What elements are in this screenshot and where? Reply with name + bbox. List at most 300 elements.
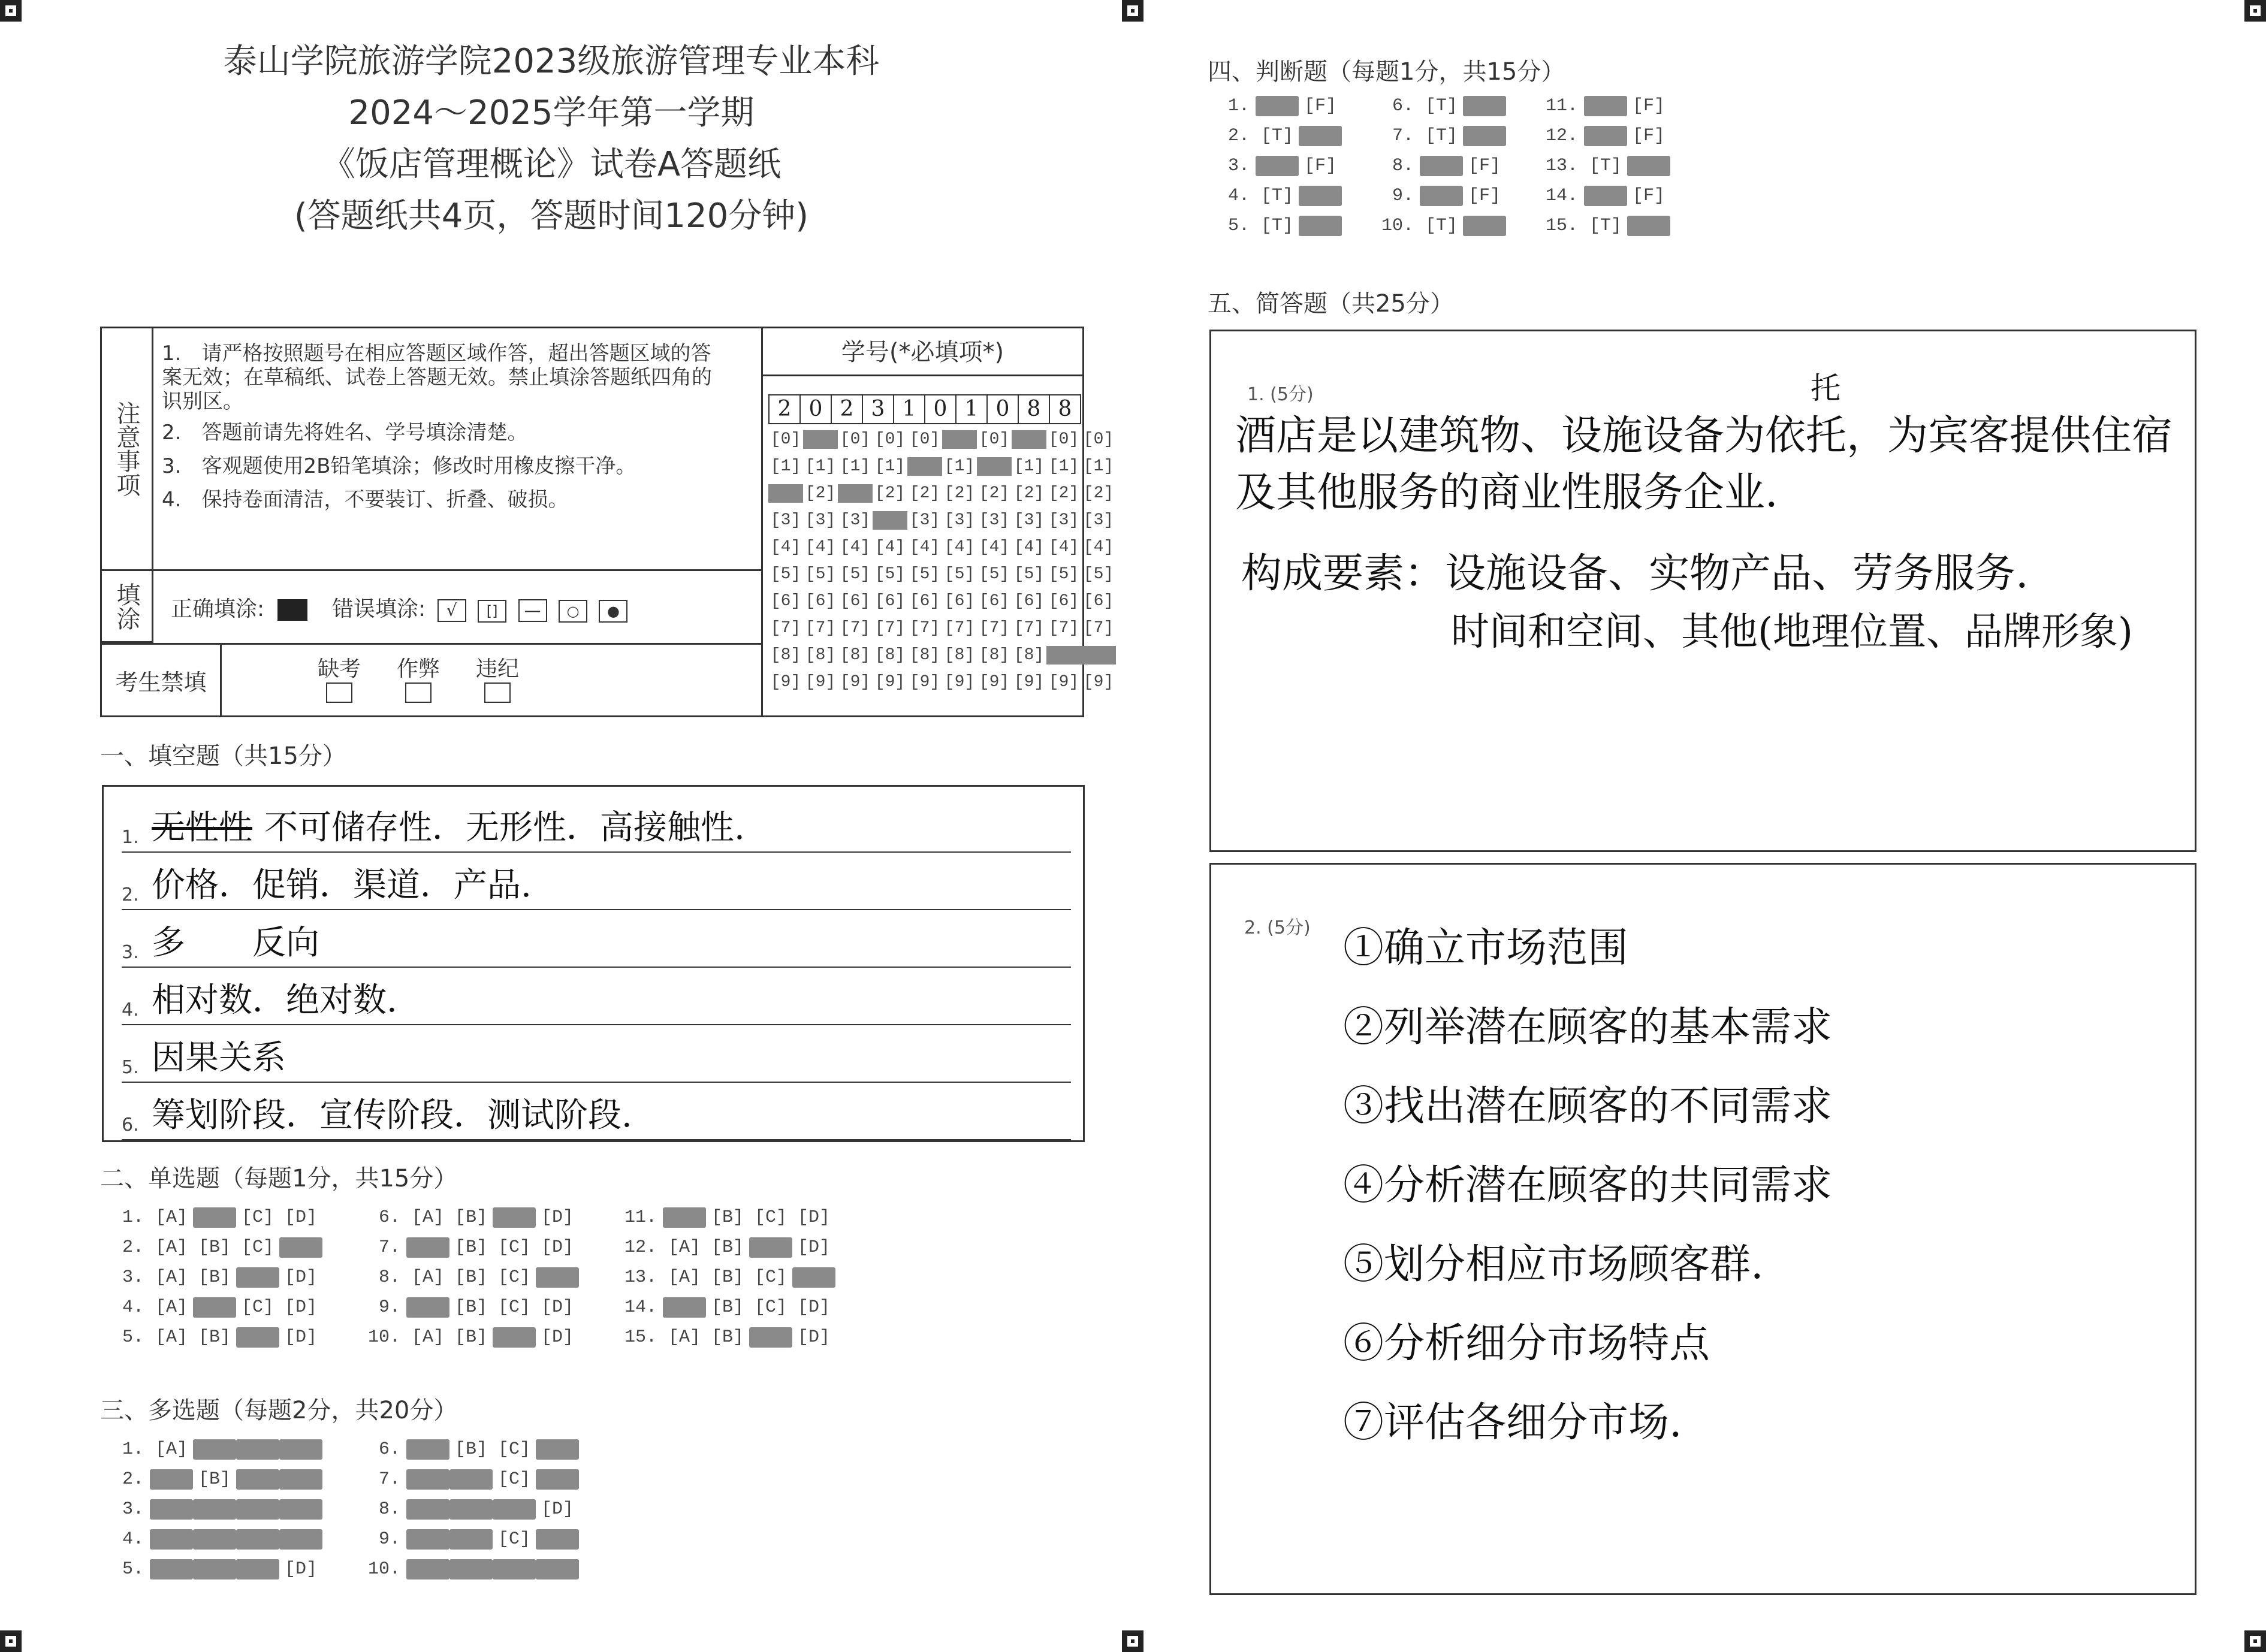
student-id-bubble[interactable]: [7] bbox=[944, 619, 975, 638]
option-bubble[interactable]: [C] bbox=[754, 1297, 787, 1318]
student-id-bubble[interactable]: [1] bbox=[977, 457, 1012, 476]
student-id-bubble[interactable]: [2] bbox=[979, 484, 1010, 503]
notice-item: 2. 答题前请先将姓名、学号填涂清楚。 bbox=[162, 421, 528, 445]
option-bubble[interactable]: [D] bbox=[536, 1439, 579, 1460]
student-id-bubble[interactable]: [2] bbox=[909, 484, 940, 503]
option-bubble[interactable]: [A] bbox=[150, 1499, 193, 1520]
option-bubble[interactable]: [B] bbox=[454, 1267, 487, 1288]
option-bubble[interactable]: [C] bbox=[497, 1297, 530, 1318]
option-bubble[interactable]: [B] bbox=[449, 1499, 493, 1520]
option-bubble[interactable]: [D] bbox=[279, 1529, 322, 1550]
student-id-bubble[interactable]: [8] bbox=[1013, 646, 1045, 665]
student-id-digit-cell: 1 bbox=[955, 394, 988, 424]
option-bubble[interactable]: [C] bbox=[497, 1469, 530, 1490]
option-bubble[interactable]: [B] bbox=[454, 1297, 487, 1318]
option-bubble[interactable]: [T] bbox=[1260, 216, 1293, 236]
option-bubble[interactable]: [T] bbox=[1256, 156, 1299, 176]
student-id-bubble[interactable]: [4] bbox=[805, 538, 836, 557]
cheating-checkbox[interactable] bbox=[405, 682, 432, 703]
student-id-bubble[interactable]: [3] bbox=[979, 511, 1010, 530]
option-bubble[interactable]: [F] bbox=[1627, 216, 1670, 236]
option-bubble[interactable]: [T] bbox=[1420, 156, 1463, 176]
option-bubble[interactable]: [B] bbox=[198, 1267, 231, 1288]
option-bubble[interactable]: [C] bbox=[493, 1499, 536, 1520]
option-bubble[interactable]: [C] bbox=[754, 1267, 787, 1288]
question-number: 11. bbox=[624, 1207, 657, 1228]
student-id-bubble[interactable]: [0] bbox=[874, 430, 906, 449]
student-id-bubble[interactable]: [7] bbox=[1013, 619, 1045, 638]
student-id-bubble[interactable]: [7] bbox=[1048, 619, 1079, 638]
student-id-bubble[interactable]: [9] bbox=[805, 673, 836, 691]
single-choice-row bbox=[358, 1207, 579, 1237]
answer-column bbox=[102, 1207, 322, 1357]
student-id-bubble[interactable]: [3] bbox=[873, 511, 907, 530]
student-id-bubble[interactable]: [4] bbox=[840, 538, 871, 557]
wrong-fill-label: 错误填涂: bbox=[332, 597, 426, 621]
student-id-bubble[interactable]: [2] bbox=[805, 484, 836, 503]
option-bubble[interactable]: [D] bbox=[279, 1469, 322, 1490]
option-bubble[interactable]: [C] bbox=[493, 1327, 536, 1348]
section5-title: 五、简答题（共25分） bbox=[1208, 290, 1454, 318]
option-bubble[interactable]: [A] bbox=[411, 1327, 444, 1348]
option-bubble[interactable]: [T] bbox=[1425, 96, 1458, 116]
option-bubble[interactable]: [B] bbox=[454, 1327, 487, 1348]
option-bubble[interactable]: [C] bbox=[493, 1559, 536, 1579]
student-id-bubble[interactable]: [1] bbox=[805, 457, 836, 476]
option-bubble[interactable]: [B] bbox=[198, 1327, 231, 1348]
option-bubble[interactable]: [A] bbox=[155, 1267, 188, 1288]
student-id-bubble[interactable]: [5] bbox=[1048, 565, 1079, 584]
option-bubble[interactable]: [B] bbox=[449, 1529, 493, 1550]
option-bubble[interactable]: [D] bbox=[541, 1207, 574, 1228]
student-id-bubble[interactable]: [8] bbox=[874, 646, 906, 665]
option-bubble[interactable]: [F] bbox=[1304, 96, 1336, 116]
option-bubble[interactable]: [D] bbox=[792, 1267, 835, 1288]
option-bubble[interactable]: [C] bbox=[241, 1237, 274, 1258]
student-id-bubble[interactable]: [6] bbox=[944, 592, 975, 611]
student-id-bubble-row bbox=[768, 592, 1116, 619]
q1-label: 1. (5分) bbox=[1247, 384, 1314, 405]
student-id-bubble[interactable]: [1] bbox=[907, 457, 942, 476]
question-number: 10. bbox=[367, 1327, 400, 1348]
student-id-bubble[interactable]: [3] bbox=[944, 511, 975, 530]
student-id-bubble[interactable]: [1] bbox=[874, 457, 906, 476]
option-bubble[interactable]: [C] bbox=[241, 1297, 274, 1318]
fill-blank-answer-row[interactable] bbox=[122, 1029, 1071, 1083]
student-id-bubble[interactable]: [6] bbox=[805, 592, 836, 611]
q2-answer-line: ⑥分析细分市场特点 bbox=[1343, 1320, 1710, 1367]
option-bubble[interactable]: [B] bbox=[198, 1237, 231, 1258]
option-bubble[interactable]: [D] bbox=[284, 1559, 317, 1579]
option-bubble[interactable]: [D] bbox=[284, 1207, 317, 1228]
option-bubble[interactable]: [C] bbox=[236, 1267, 279, 1288]
option-bubble[interactable]: [D] bbox=[536, 1529, 579, 1550]
student-id-bubble-row bbox=[768, 646, 1116, 673]
multiple-choice-row bbox=[102, 1529, 322, 1559]
student-id-bubble[interactable]: [2] bbox=[768, 484, 803, 503]
corner-marker-bottom-left bbox=[0, 1630, 22, 1652]
option-bubble[interactable]: [A] bbox=[406, 1529, 449, 1550]
question-number: 10. bbox=[1381, 216, 1414, 236]
option-bubble[interactable]: [B] bbox=[193, 1559, 236, 1579]
student-id-bubble[interactable]: [6] bbox=[909, 592, 940, 611]
option-bubble[interactable]: [A] bbox=[155, 1297, 188, 1318]
fill-blank-answer-text: 筹划阶段．宣传阶段．测试阶段. bbox=[152, 1096, 632, 1135]
fill-blank-answer-text: 相对数．绝对数. bbox=[152, 981, 397, 1020]
student-id-bubble[interactable]: [1] bbox=[1048, 457, 1079, 476]
student-id-bubble[interactable]: [6] bbox=[840, 592, 871, 611]
option-bubble[interactable]: [D] bbox=[284, 1327, 317, 1348]
multiple-choice-row bbox=[358, 1439, 579, 1469]
student-id-digits bbox=[768, 394, 1080, 424]
student-id-bubble[interactable]: [0] bbox=[1083, 430, 1114, 449]
option-bubble[interactable]: [D] bbox=[797, 1237, 830, 1258]
option-bubble[interactable]: [B] bbox=[193, 1499, 236, 1520]
student-id-bubble[interactable]: [4] bbox=[944, 538, 975, 557]
question-number: 11. bbox=[1545, 96, 1578, 116]
student-id-bubble[interactable]: [9] bbox=[909, 673, 940, 691]
fill-blank-answer-row[interactable] bbox=[122, 971, 1071, 1025]
student-id-bubble[interactable]: [9] bbox=[944, 673, 975, 691]
absent-checkbox[interactable] bbox=[326, 682, 352, 703]
option-bubble[interactable]: [D] bbox=[541, 1327, 574, 1348]
single-choice-row bbox=[102, 1237, 322, 1267]
option-bubble[interactable]: [F] bbox=[1627, 156, 1670, 176]
option-bubble[interactable]: [C] bbox=[749, 1327, 792, 1348]
option-bubble[interactable]: [F] bbox=[1468, 156, 1501, 176]
option-bubble[interactable]: [C] bbox=[236, 1327, 279, 1348]
question-number: 1. bbox=[122, 1439, 144, 1460]
option-bubble[interactable]: [A] bbox=[663, 1207, 706, 1228]
q2-label: 2. (5分) bbox=[1244, 917, 1311, 938]
option-bubble[interactable]: [B] bbox=[193, 1297, 236, 1318]
option-bubble[interactable]: [B] bbox=[193, 1207, 236, 1228]
option-bubble[interactable]: [D] bbox=[536, 1267, 579, 1288]
option-bubble[interactable]: [A] bbox=[406, 1499, 449, 1520]
option-bubble[interactable]: [D] bbox=[541, 1499, 574, 1520]
student-id-bubble[interactable]: [2] bbox=[944, 484, 975, 503]
exam-title-line4: (答题纸共4页，答题时间120分钟) bbox=[294, 197, 809, 235]
student-id-bubble[interactable]: [3] bbox=[770, 511, 801, 530]
option-bubble[interactable]: [F] bbox=[1632, 186, 1665, 206]
student-id-bubble[interactable]: [4] bbox=[909, 538, 940, 557]
student-id-bubble[interactable]: [9] bbox=[874, 673, 906, 691]
option-bubble[interactable]: [B] bbox=[711, 1297, 744, 1318]
option-bubble[interactable]: [A] bbox=[411, 1267, 444, 1288]
option-bubble[interactable]: [T] bbox=[1584, 186, 1627, 206]
fill-blank-answer-row[interactable] bbox=[122, 799, 1071, 853]
option-bubble[interactable]: [A] bbox=[406, 1439, 449, 1460]
violation-checkbox[interactable] bbox=[484, 682, 511, 703]
fill-blank-answer-text: 多 反向 bbox=[152, 923, 319, 962]
student-id-bubble[interactable]: [7] bbox=[979, 619, 1010, 638]
option-bubble[interactable]: [F] bbox=[1463, 126, 1506, 146]
student-id-bubble[interactable]: [6] bbox=[1013, 592, 1045, 611]
option-bubble[interactable]: [A] bbox=[668, 1237, 701, 1258]
student-id-bubble[interactable]: [8] bbox=[805, 646, 836, 665]
student-id-bubble[interactable]: [5] bbox=[1083, 565, 1114, 584]
option-bubble[interactable]: [B] bbox=[449, 1559, 493, 1579]
multiple-choice-row bbox=[358, 1529, 579, 1559]
student-id-bubble[interactable]: [3] bbox=[805, 511, 836, 530]
student-id-bubble[interactable]: [7] bbox=[770, 619, 801, 638]
student-id-bubble[interactable]: [5] bbox=[770, 565, 801, 584]
fill-blank-number: 5. bbox=[122, 1057, 139, 1078]
option-bubble[interactable]: [D] bbox=[284, 1267, 317, 1288]
student-id-bubble[interactable]: [1] bbox=[1013, 457, 1045, 476]
student-id-bubble[interactable]: [4] bbox=[770, 538, 801, 557]
option-bubble[interactable]: [D] bbox=[279, 1439, 322, 1460]
option-bubble[interactable]: [C] bbox=[497, 1529, 530, 1550]
option-bubble[interactable]: [D] bbox=[536, 1469, 579, 1490]
student-id-bubble[interactable]: [4] bbox=[874, 538, 906, 557]
true-false-row bbox=[1372, 96, 1506, 126]
option-bubble[interactable]: [A] bbox=[150, 1469, 193, 1490]
option-bubble[interactable]: [D] bbox=[797, 1297, 830, 1318]
student-id-bubble[interactable]: [9] bbox=[1083, 673, 1114, 691]
option-bubble[interactable]: [D] bbox=[536, 1559, 579, 1579]
student-id-bubble[interactable]: [0] bbox=[909, 430, 940, 449]
student-id-bubble[interactable]: [7] bbox=[909, 619, 940, 638]
fill-blank-answer-row[interactable] bbox=[122, 914, 1071, 968]
student-id-bubble[interactable]: [6] bbox=[770, 592, 801, 611]
student-id-bubble[interactable]: [2] bbox=[874, 484, 906, 503]
student-id-bubble[interactable]: [0] bbox=[1048, 430, 1079, 449]
student-id-bubble[interactable]: [6] bbox=[979, 592, 1010, 611]
student-id-bubble[interactable]: [6] bbox=[1083, 592, 1114, 611]
student-id-bubble[interactable]: [0] bbox=[979, 430, 1010, 449]
student-id-bubble[interactable]: [2] bbox=[838, 484, 873, 503]
student-id-bubble-row bbox=[768, 430, 1116, 457]
student-id-bubble[interactable]: [0] bbox=[942, 430, 977, 449]
corner-marker-top-right bbox=[2244, 0, 2266, 22]
option-bubble[interactable]: [A] bbox=[406, 1237, 449, 1258]
student-id-bubble[interactable]: [9] bbox=[1013, 673, 1045, 691]
student-id-bubble[interactable]: [0] bbox=[803, 430, 838, 449]
student-id-bubble[interactable]: [9] bbox=[840, 673, 871, 691]
option-bubble[interactable]: [C] bbox=[754, 1207, 787, 1228]
option-bubble[interactable]: [T] bbox=[1256, 96, 1299, 116]
option-bubble[interactable]: [B] bbox=[198, 1469, 231, 1490]
option-bubble[interactable]: [A] bbox=[668, 1267, 701, 1288]
option-bubble[interactable]: [D] bbox=[797, 1207, 830, 1228]
student-id-bubble[interactable]: [8] bbox=[840, 646, 871, 665]
option-bubble[interactable]: [C] bbox=[236, 1469, 279, 1490]
student-id-bubble[interactable]: [3] bbox=[840, 511, 871, 530]
notice-list bbox=[162, 342, 725, 512]
option-bubble[interactable]: [D] bbox=[797, 1327, 830, 1348]
student-id-bubble[interactable]: [5] bbox=[805, 565, 836, 584]
wrong-fill-example: ● bbox=[599, 600, 627, 623]
option-bubble[interactable]: [C] bbox=[236, 1559, 279, 1579]
option-bubble[interactable]: [D] bbox=[284, 1297, 317, 1318]
question-number: 3. bbox=[122, 1267, 144, 1288]
short-answer-box-1[interactable] bbox=[1209, 330, 2196, 852]
option-bubble[interactable]: [F] bbox=[1299, 126, 1342, 146]
student-id-bubble[interactable]: [9] bbox=[770, 673, 801, 691]
student-id-bubble[interactable]: [1] bbox=[840, 457, 871, 476]
student-id-bubble[interactable]: [9] bbox=[1048, 673, 1079, 691]
option-bubble[interactable]: [F] bbox=[1463, 96, 1506, 116]
fill-blank-answer-row[interactable] bbox=[122, 856, 1071, 910]
option-bubble[interactable]: [C] bbox=[236, 1439, 279, 1460]
option-bubble[interactable]: [C] bbox=[493, 1207, 536, 1228]
option-bubble[interactable]: [D] bbox=[541, 1237, 574, 1258]
option-bubble[interactable]: [D] bbox=[541, 1297, 574, 1318]
option-bubble[interactable]: [T] bbox=[1589, 156, 1622, 176]
option-bubble[interactable]: [A] bbox=[155, 1439, 188, 1460]
option-bubble[interactable]: [T] bbox=[1584, 96, 1627, 116]
student-id-bubble[interactable]: [1] bbox=[770, 457, 801, 476]
option-bubble[interactable]: [C] bbox=[236, 1529, 279, 1550]
student-id-bubble[interactable]: [7] bbox=[874, 619, 906, 638]
option-bubble[interactable]: [B] bbox=[449, 1469, 493, 1490]
option-bubble[interactable]: [D] bbox=[279, 1499, 322, 1520]
student-id-bubble[interactable]: [7] bbox=[840, 619, 871, 638]
student-id-bubble[interactable]: [2] bbox=[1013, 484, 1045, 503]
student-id-bubble[interactable]: [3] bbox=[1048, 511, 1079, 530]
option-bubble[interactable]: [T] bbox=[1420, 186, 1463, 206]
short-answer-box-2[interactable] bbox=[1209, 863, 2196, 1595]
option-bubble[interactable]: [T] bbox=[1425, 126, 1458, 146]
correct-fill-label: 正确填涂: bbox=[171, 597, 265, 621]
option-bubble[interactable]: [C] bbox=[749, 1237, 792, 1258]
option-bubble[interactable]: [C] bbox=[236, 1499, 279, 1520]
option-bubble[interactable]: [T] bbox=[1425, 216, 1458, 236]
true-false-row bbox=[1208, 156, 1342, 186]
multiple-choice-row bbox=[358, 1469, 579, 1499]
fill-blank-number: 2. bbox=[122, 884, 139, 905]
option-bubble[interactable]: [A] bbox=[406, 1469, 449, 1490]
student-id-bubble[interactable]: [3] bbox=[909, 511, 940, 530]
student-id-bubble[interactable]: [1] bbox=[944, 457, 975, 476]
option-bubble[interactable]: [A] bbox=[663, 1297, 706, 1318]
true-false-grid[interactable] bbox=[1208, 96, 1670, 246]
student-id-bubble[interactable]: [5] bbox=[1013, 565, 1045, 584]
option-bubble[interactable]: [T] bbox=[1584, 126, 1627, 146]
single-choice-grid[interactable] bbox=[102, 1207, 835, 1357]
question-number: 7. bbox=[378, 1237, 400, 1258]
student-id-bubble[interactable]: [4] bbox=[1048, 538, 1079, 557]
true-false-row bbox=[1536, 216, 1670, 246]
student-id-bubble[interactable]: [7] bbox=[805, 619, 836, 638]
student-id-bubble[interactable]: [0] bbox=[840, 430, 871, 449]
option-bubble[interactable]: [A] bbox=[155, 1207, 188, 1228]
option-bubble[interactable]: [A] bbox=[406, 1297, 449, 1318]
student-id-bubble[interactable]: [6] bbox=[874, 592, 906, 611]
student-id-bubble[interactable]: [5] bbox=[944, 565, 975, 584]
option-bubble[interactable]: [F] bbox=[1299, 186, 1342, 206]
option-bubble[interactable]: [F] bbox=[1463, 216, 1506, 236]
option-bubble[interactable]: [F] bbox=[1632, 96, 1665, 116]
flag-cheating: 作弊 bbox=[397, 652, 440, 708]
fill-blank-answer-box[interactable] bbox=[102, 785, 1085, 1142]
fill-blank-answer-row[interactable] bbox=[122, 1086, 1071, 1140]
option-bubble[interactable]: [C] bbox=[497, 1439, 530, 1460]
option-bubble[interactable]: [B] bbox=[454, 1237, 487, 1258]
q2-answer-line: ⑦评估各细分市场. bbox=[1343, 1399, 1682, 1446]
student-id-bubble[interactable]: [6] bbox=[1048, 592, 1079, 611]
student-id-bubble[interactable]: [8] bbox=[909, 646, 940, 665]
notice-item: 4. 保持卷面清洁，不要装订、折叠、破损。 bbox=[162, 488, 569, 512]
student-id-bubble[interactable]: [4] bbox=[979, 538, 1010, 557]
wrong-fill-example: √ bbox=[437, 599, 466, 622]
question-number: 4. bbox=[122, 1529, 144, 1550]
answer-underline bbox=[122, 909, 1071, 910]
option-bubble[interactable]: [A] bbox=[406, 1559, 449, 1579]
option-bubble[interactable]: [T] bbox=[1260, 126, 1293, 146]
student-id-bubble[interactable]: [8] bbox=[944, 646, 975, 665]
student-id-bubble[interactable]: [5] bbox=[909, 565, 940, 584]
multiple-choice-grid[interactable] bbox=[102, 1439, 579, 1589]
student-id-bubble[interactable]: [3] bbox=[1013, 511, 1045, 530]
option-bubble[interactable]: [B] bbox=[711, 1237, 744, 1258]
option-bubble[interactable]: [B] bbox=[711, 1207, 744, 1228]
student-id-bubble[interactable]: [3] bbox=[1083, 511, 1114, 530]
student-id-bubble[interactable]: [1] bbox=[1083, 457, 1114, 476]
student-id-bubble-row bbox=[768, 673, 1116, 700]
student-id-digit-cell: 8 bbox=[1018, 394, 1050, 424]
student-id-bubble[interactable]: [0] bbox=[770, 430, 801, 449]
option-bubble[interactable]: [D] bbox=[279, 1237, 322, 1258]
option-bubble[interactable]: [B] bbox=[711, 1267, 744, 1288]
option-bubble[interactable]: [A] bbox=[668, 1327, 701, 1348]
student-id-bubble[interactable]: [8] bbox=[770, 646, 801, 665]
option-bubble[interactable]: [C] bbox=[241, 1207, 274, 1228]
option-bubble[interactable]: [T] bbox=[1260, 186, 1293, 206]
question-number: 15. bbox=[1545, 216, 1578, 236]
option-bubble[interactable]: [A] bbox=[155, 1327, 188, 1348]
option-bubble[interactable]: [A] bbox=[150, 1559, 193, 1579]
student-id-bubble[interactable]: [2] bbox=[1048, 484, 1079, 503]
option-bubble[interactable]: [B] bbox=[454, 1207, 487, 1228]
single-choice-row bbox=[358, 1267, 579, 1297]
option-bubble[interactable]: [F] bbox=[1632, 126, 1665, 146]
student-id-bubble-grid[interactable] bbox=[768, 430, 1116, 700]
student-id-bubble[interactable]: [8] bbox=[1081, 646, 1116, 665]
corner-marker-top-left bbox=[0, 0, 22, 22]
question-number: 1. bbox=[1227, 96, 1250, 116]
student-id-bubble[interactable]: [8] bbox=[1046, 646, 1081, 665]
student-id-bubble[interactable]: [2] bbox=[1083, 484, 1114, 503]
option-bubble[interactable]: [F] bbox=[1304, 156, 1336, 176]
option-bubble[interactable]: [A] bbox=[150, 1529, 193, 1550]
answer-column bbox=[358, 1207, 579, 1357]
student-id-bubble[interactable]: [5] bbox=[874, 565, 906, 584]
student-id-bubble[interactable]: [5] bbox=[840, 565, 871, 584]
struck-out-text: 无性性 bbox=[152, 808, 252, 847]
option-bubble[interactable]: [F] bbox=[1468, 186, 1501, 206]
option-bubble[interactable]: [A] bbox=[155, 1237, 188, 1258]
student-id-bubble[interactable]: [9] bbox=[979, 673, 1010, 691]
student-id-digit-cell: 0 bbox=[924, 394, 957, 424]
option-bubble[interactable]: [B] bbox=[193, 1439, 236, 1460]
student-id-bubble[interactable]: [4] bbox=[1013, 538, 1045, 557]
option-bubble[interactable]: [B] bbox=[193, 1529, 236, 1550]
student-id-bubble[interactable]: [5] bbox=[979, 565, 1010, 584]
student-id-bubble[interactable]: [4] bbox=[1083, 538, 1114, 557]
student-id-bubble[interactable]: [7] bbox=[1083, 619, 1114, 638]
option-bubble[interactable]: [A] bbox=[411, 1207, 444, 1228]
student-id-bubble[interactable]: [0] bbox=[1012, 430, 1046, 449]
option-bubble[interactable]: [B] bbox=[711, 1327, 744, 1348]
option-bubble[interactable]: [C] bbox=[497, 1237, 530, 1258]
option-bubble[interactable]: [C] bbox=[497, 1267, 530, 1288]
option-bubble[interactable]: [F] bbox=[1299, 216, 1342, 236]
option-bubble[interactable]: [T] bbox=[1589, 216, 1622, 236]
student-id-bubble[interactable]: [8] bbox=[979, 646, 1010, 665]
option-bubble[interactable]: [B] bbox=[454, 1439, 487, 1460]
